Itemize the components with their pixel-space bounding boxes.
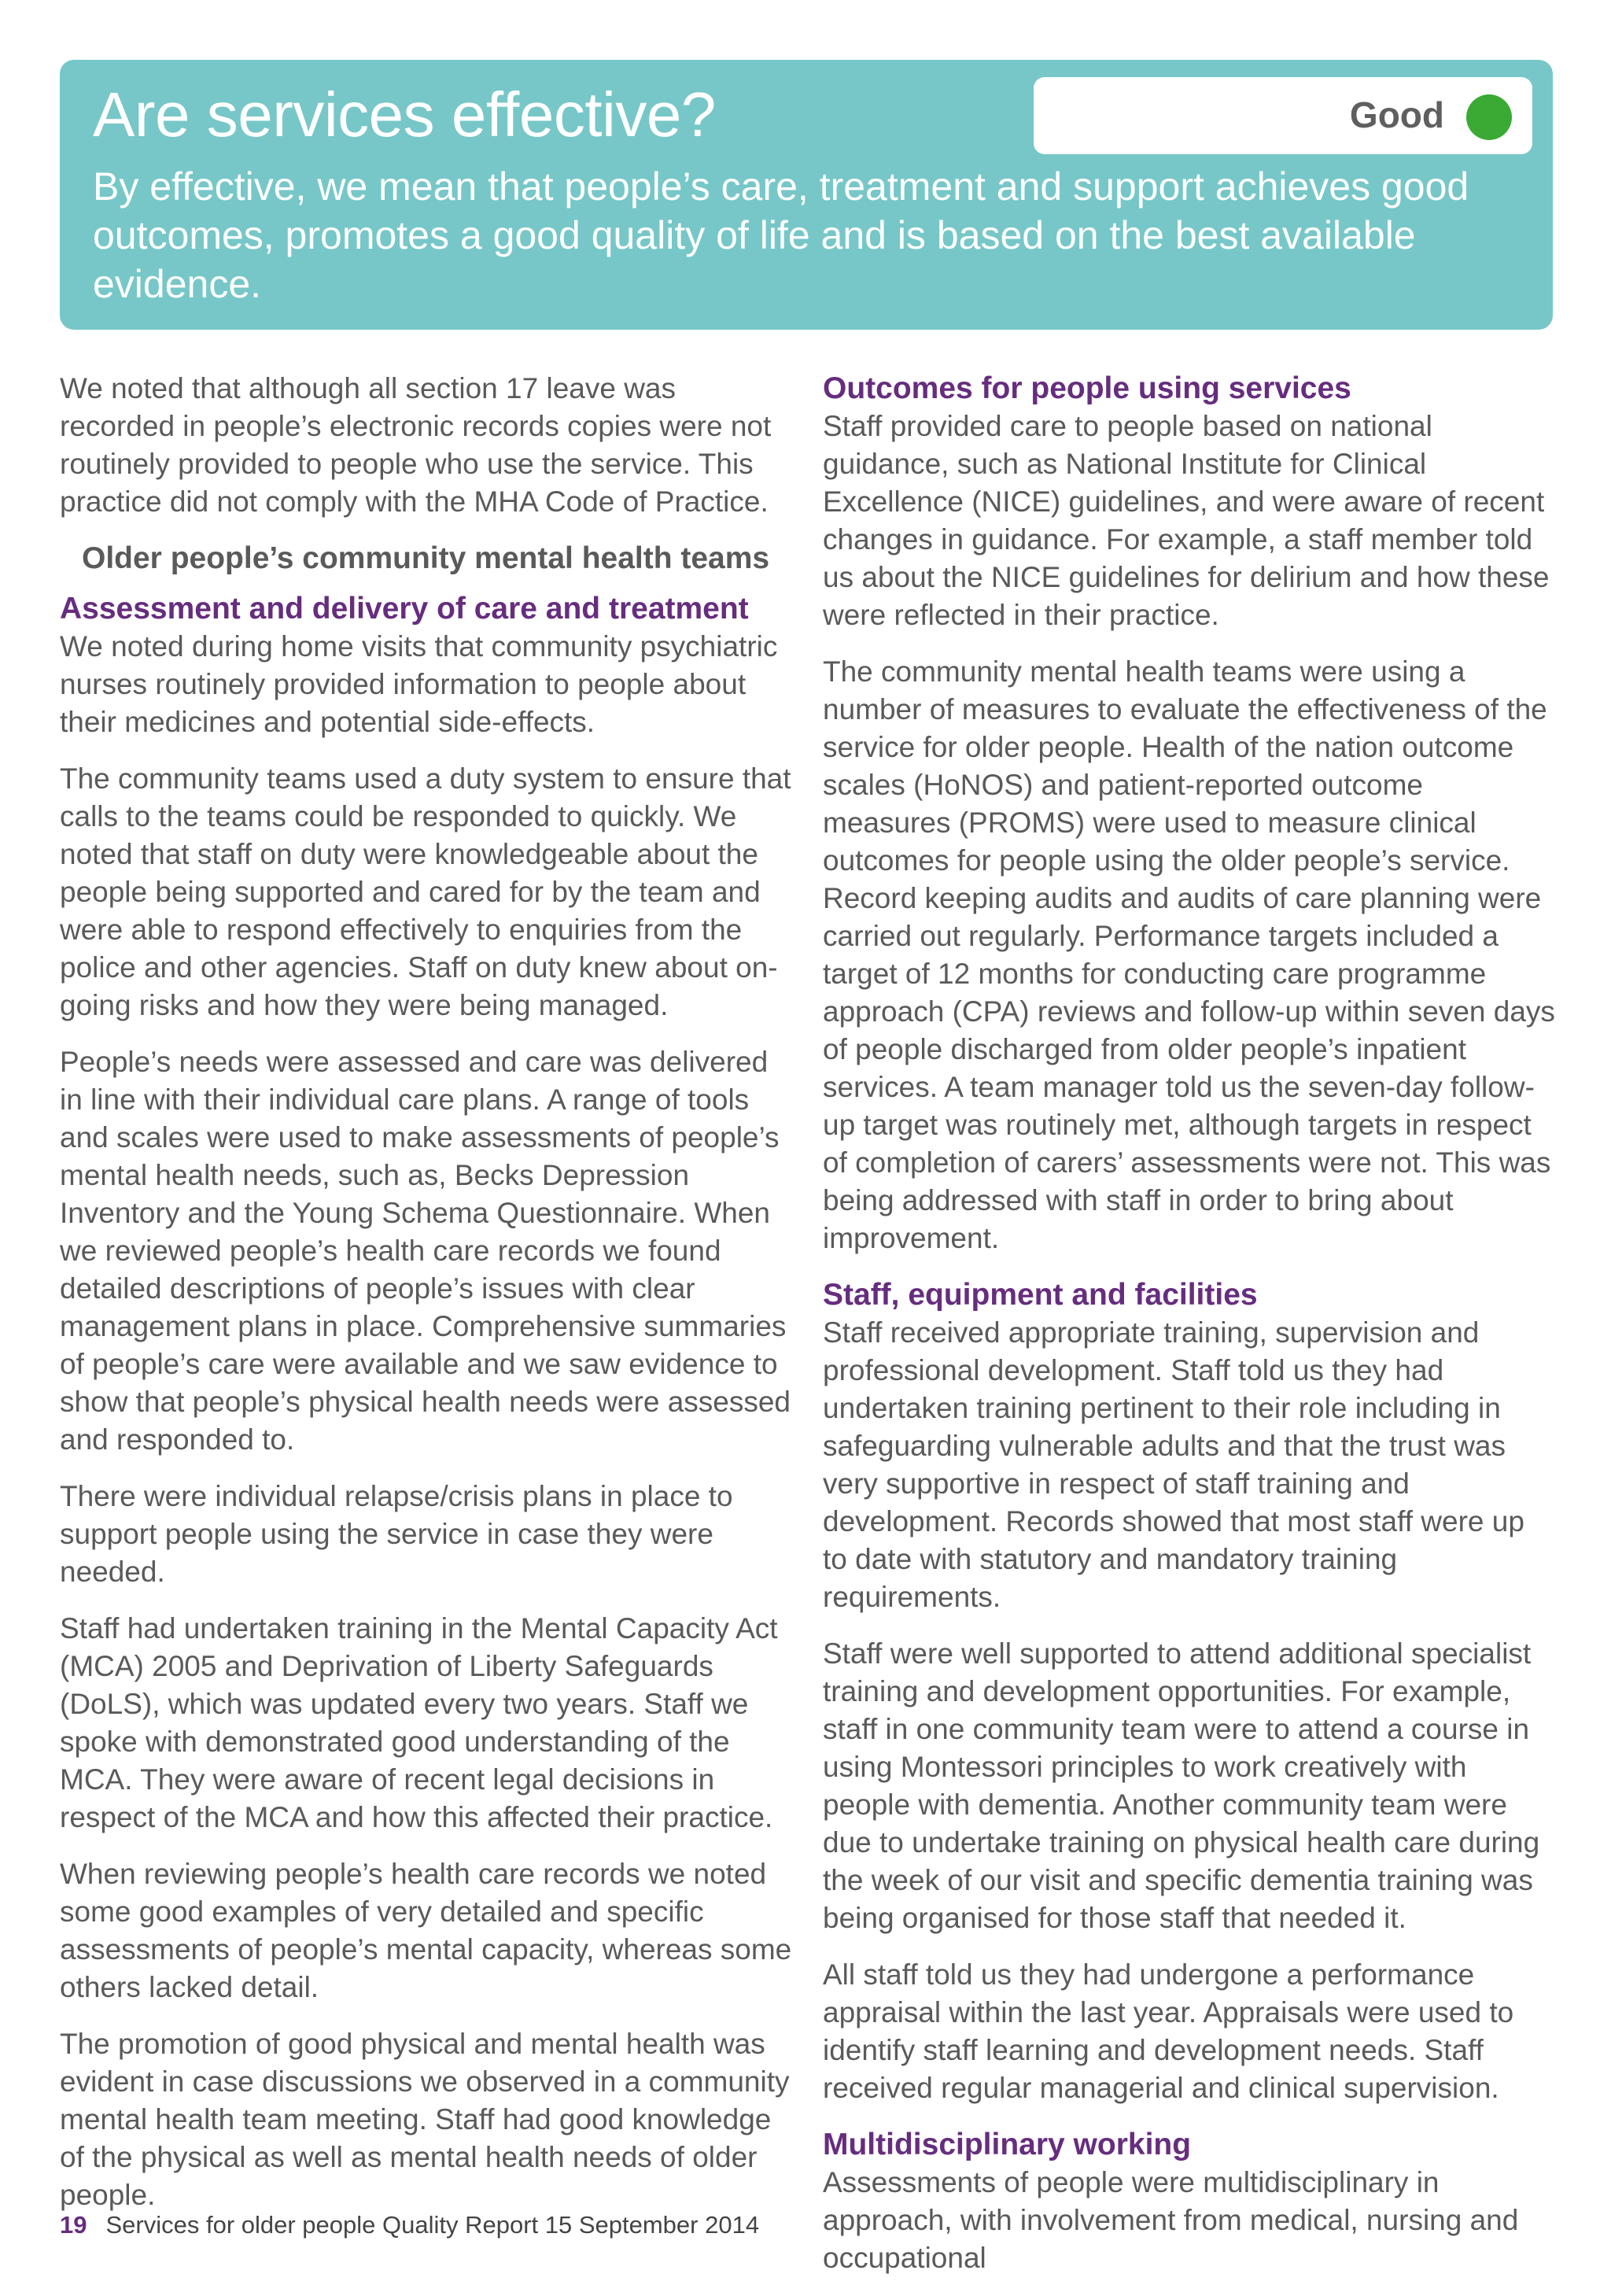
paragraph: When reviewing people’s health care records we noted some good examples of very detailed and specific assessments of people’s mental capacity, whereas some others lacked detail. bbox=[60, 1858, 792, 2003]
page-number: 19 bbox=[60, 2211, 87, 2239]
subheading-assessment: Assessment and delivery of care and treatment bbox=[60, 592, 749, 626]
subheading-outcomes: Outcomes for people using services bbox=[823, 371, 1351, 405]
paragraph: Assessments of people were multidisciplinary in approach, with involvement from medical, nursing and occupational bbox=[823, 2166, 1519, 2274]
left-column bbox=[60, 370, 794, 2233]
rating-label: Good bbox=[1349, 94, 1444, 135]
paragraph: Staff received appropriate training, supervision and professional development. Staff told us they had undertaken training pertinent to their role including in safeguarding vulnerable adults and that the trust was very supportive in respect of staff training and development. Records showed that most staff were up to date with statutory and mandatory training requirements. bbox=[823, 1316, 1524, 1613]
subheading-multidisciplinary: Multidisciplinary working bbox=[823, 2128, 1192, 2161]
rating-badge bbox=[1034, 77, 1532, 154]
paragraph: People’s needs were assessed and care was delivered in line with their individual care plans. A range of tools and scales were used to make assessments of people’s mental health needs, such as, Becks Depression Inventory and the Young Schema Questionnaire. When we reviewed people’s health care records we found detailed descriptions of people’s issues with clear management plans in place. Comprehensive summaries of people’s care were available and we saw evidence to show that people’s physical health needs were assessed and responded to. bbox=[60, 1046, 791, 1456]
section-heading: Older people’s community mental health teams bbox=[82, 541, 770, 575]
paragraph-intro: We noted that although all section 17 leave was recorded in people’s electronic records copies were not routinely provided to people who use the service. This practice did not comply with the MHA Code of Practice. bbox=[60, 372, 772, 518]
section-description: By effective, we mean that people’s care, treatment and support achieves good outcomes, promotes a good quality of life and is based on the best available evidence. bbox=[93, 164, 1469, 306]
paragraph: All staff told us they had undergone a performance appraisal within the last year. Appraisals were used to identify staff learning and development needs. Staff received regular managerial and clinical supervision. bbox=[823, 1958, 1514, 2104]
paragraph: We noted during home visits that community psychiatric nurses routinely provided information to people about their medicines and potential side-effects. bbox=[60, 630, 778, 738]
section-banner bbox=[60, 60, 1553, 330]
footer-text: Services for older people Quality Report 15 September 2014 bbox=[105, 2211, 760, 2239]
paragraph: Staff provided care to people based on national guidance, such as National Institute for Clinical Excellence (NICE) guidelines, and were aware of recent changes in guidance. For example, a staff member told us about the NICE guidelines for delirium and how these were reflected in their practice. bbox=[823, 410, 1550, 631]
paragraph: The promotion of good physical and mental health was evident in case discussions we observed in a community mental health team meeting. Staff had good knowledge of the physical as well as mental health needs of older people. bbox=[60, 2028, 790, 2211]
page-title: Are services effective? bbox=[93, 79, 716, 149]
paragraph: Staff were well supported to attend additional specialist training and development opportunities. For example, staff in one community team were to attend a course in using Montessori principles to work creatively with people with dementia. Another community team were due to undertake training on physical health care during the week of our visit and specific dementia training was being organised for those staff that needed it. bbox=[823, 1637, 1540, 1934]
paragraph: Staff had undertaken training in the Mental Capacity Act (MCA) 2005 and Deprivation of Liberty Safeguards (DoLS), which was updated every two years. Staff we spoke with demonstrated good understanding of the MCA. They were aware of recent legal decisions in respect of the MCA and how this affected their practice. bbox=[60, 1612, 778, 1833]
rating-indicator-icon bbox=[1466, 94, 1512, 140]
paragraph: The community teams used a duty system to ensure that calls to the teams could be responded to quickly. We noted that staff on duty were knowledgeable about the people being supported and cared for by the team and were able to respond effectively to enquiries from the police and other agencies. Staff on duty knew about on-going risks and how they were being managed. bbox=[60, 762, 791, 1021]
page-footer bbox=[60, 2209, 759, 2241]
paragraph: The community mental health teams were using a number of measures to evaluate the effectiveness of the service for older people. Health of the nation outcome scales (HoNOS) and patient-reported outcome measures (PROMS) were used to measure clinical outcomes for people using the older people’s service. Record keeping audits and audits of care planning were carried out regularly. Performance targets included a target of 12 months for conducting care programme approach (CPA) reviews and follow-up within seven days of people discharged from older people’s inpatient services. A team manager told us the seven-day follow-up target was routinely met, although targets in respect of completion of carers’ assessments were not. This was being addressed with staff in order to bring about improvement. bbox=[823, 655, 1555, 1254]
right-column bbox=[823, 370, 1556, 2296]
subheading-staff: Staff, equipment and facilities bbox=[823, 1278, 1258, 1312]
paragraph: There were individual relapse/crisis plans in place to support people using the service in case they were needed. bbox=[60, 1480, 733, 1588]
